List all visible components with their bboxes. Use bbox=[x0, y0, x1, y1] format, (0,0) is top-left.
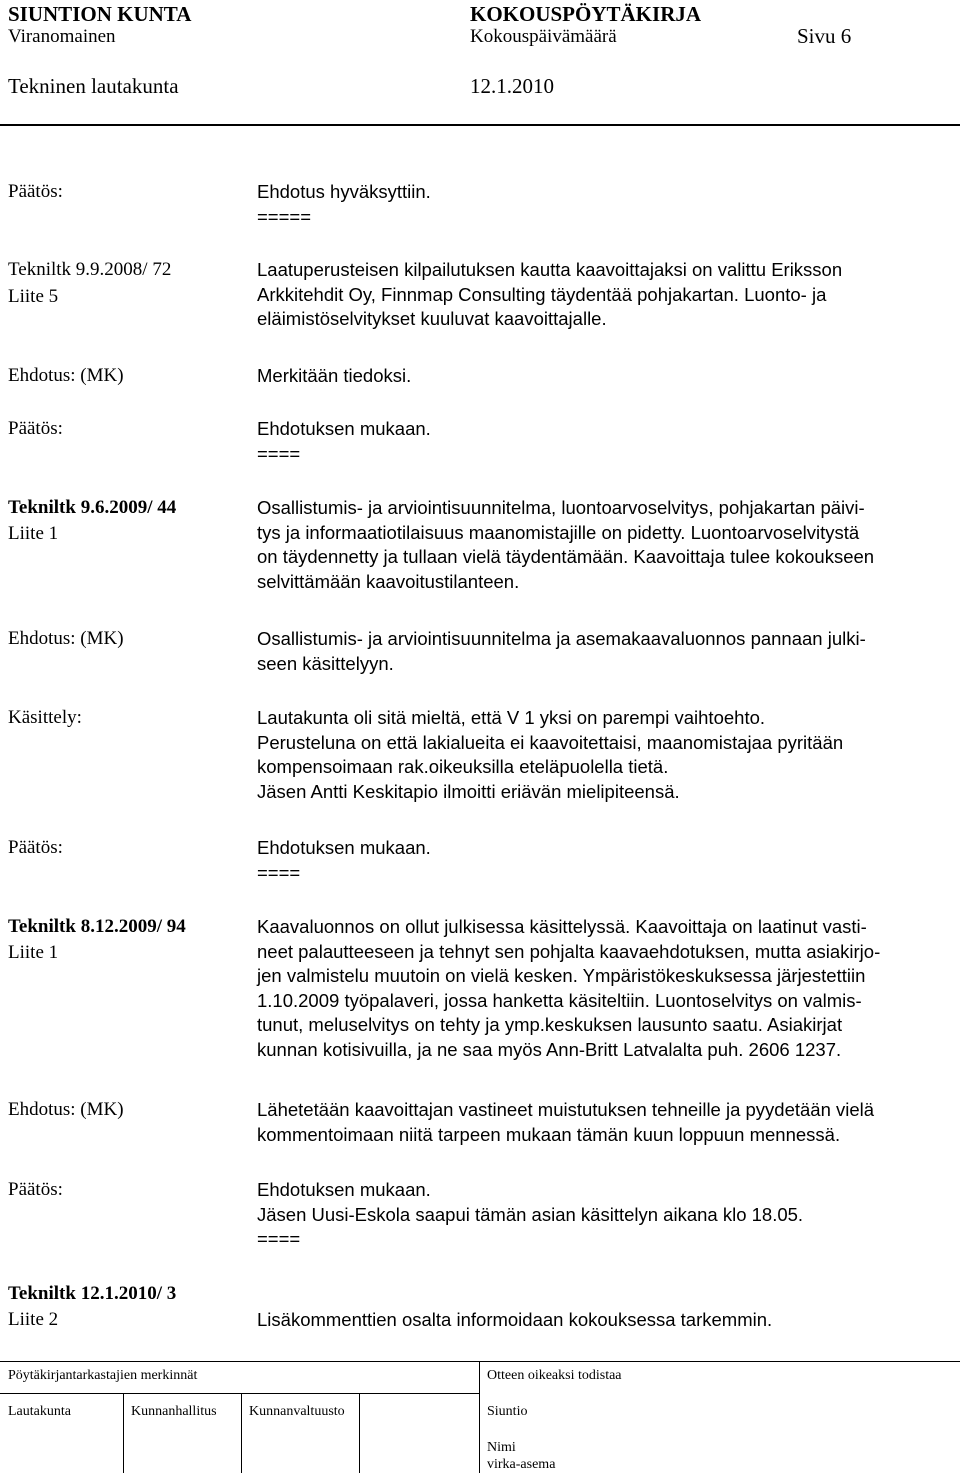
board-label: Lautakunta bbox=[8, 1404, 71, 1419]
decision-text: Ehdotuksen mukaan. ==== bbox=[257, 837, 431, 883]
authority-label: Viranomainen bbox=[8, 26, 116, 47]
decision-label: Päätös: bbox=[8, 1179, 63, 1200]
header-divider bbox=[0, 124, 960, 126]
municipality-name: SIUNTION KUNTA bbox=[8, 2, 192, 26]
attachment-label: Liite 1 bbox=[8, 942, 59, 963]
footer-col-divider bbox=[241, 1393, 242, 1473]
meeting-date: 12.1.2010 bbox=[470, 74, 554, 98]
place-label: Siuntio bbox=[487, 1404, 528, 1419]
authority-name: Tekninen lautakunta bbox=[8, 74, 179, 98]
item-description: Lisäkommenttien osalta informoidaan kokouksessa tarkemmin. bbox=[257, 1309, 773, 1330]
decision-label: Päätös: bbox=[8, 837, 63, 858]
decision-label: Päätös: bbox=[8, 181, 63, 202]
handling-text: Lautakunta oli sitä mieltä, että V 1 yksi on parempi vaihtoehto. Perusteluna on että lakialueita ei kaavoitettaisi, maanomistajaa pyritään kompensoimaan rak.oikeuksilla eteläpuolella tietä. Jäsen Antti Keskitapio ilmoitti eriävän mielipiteensä. bbox=[257, 707, 844, 802]
attachment-label: Liite 2 bbox=[8, 1309, 59, 1330]
certified-copy-label: Otteen oikeaksi todistaa bbox=[487, 1368, 622, 1383]
item-reference: Tekniltk 9.9.2008/ 72 bbox=[8, 259, 172, 280]
handling-label: Käsittely: bbox=[8, 707, 82, 728]
footer-vertical-divider bbox=[479, 1361, 480, 1473]
footer-col-divider bbox=[123, 1393, 124, 1473]
footer-mid-rule bbox=[0, 1393, 479, 1394]
name-label: Nimi bbox=[487, 1440, 516, 1455]
page-number: Sivu 6 bbox=[797, 24, 852, 48]
document-type: KOKOUSPÖYTÄKIRJA bbox=[470, 2, 702, 26]
item-reference: Tekniltk 8.12.2009/ 94 bbox=[8, 916, 186, 937]
footer-top-rule bbox=[0, 1361, 960, 1362]
item-description: Laatuperusteisen kilpailutuksen kautta kaavoittajaksi on valittu Eriksson Arkkitehdit Oy, Finnmap Consulting täydentää pohjakartan. Luonto- ja eläimistöselvitykset kuuluvat kaavoittajalle. bbox=[257, 259, 843, 329]
proposal-label: Ehdotus: (MK) bbox=[8, 365, 124, 386]
decision-text: Ehdotuksen mukaan. ==== bbox=[257, 418, 431, 464]
municipal-council-label: Kunnanvaltuusto bbox=[249, 1404, 345, 1419]
proposal-text: Merkitään tiedoksi. bbox=[257, 365, 412, 386]
item-reference: Tekniltk 9.6.2009/ 44 bbox=[8, 497, 177, 518]
attachment-label: Liite 5 bbox=[8, 286, 59, 307]
proposal-text: Osallistumis- ja arviointisuunnitelma ja asemakaavaluonnos pannaan julki- seen käsittelyyn. bbox=[257, 628, 866, 674]
item-reference: Tekniltk 12.1.2010/ 3 bbox=[8, 1283, 177, 1304]
footer-col-divider bbox=[359, 1393, 360, 1473]
item-description: Kaavaluonnos on ollut julkisessa käsittelyssä. Kaavoittaja on laatinut vasti- neet palautteeseen ja tehnyt sen pohjalta kaavaehdotuksen, mutta asiakirjo- jen valmistelu muutoin on vielä kesken. Ympäristökeskuksessa järjestettiin 1.10.2009 työpalaveri, jossa hanketta käsiteltiin. Luontoselvitys on valmis- tunut, meluselvitys on tehty ja ymp.keskuksen lausunto saatu. Asiakirjat kunnan kotisivuilla, ja ne saa myös Ann-Britt Latvalalta puh. 2606 1237. bbox=[257, 916, 881, 1060]
decision-label: Päätös: bbox=[8, 418, 63, 439]
decision-text: Ehdotuksen mukaan. Jäsen Uusi-Eskola saapui tämän asian käsittelyn aikana klo 18.05. ==== bbox=[257, 1179, 804, 1249]
proposal-text: Lähetetään kaavoittajan vastineet muistutuksen tehneille ja pyydetään vielä kommentoimaan niitä tarpeen mukaan tämän kuun loppuun mennessä. bbox=[257, 1099, 875, 1145]
attachment-label: Liite 1 bbox=[8, 523, 59, 544]
reviewer-marks-label: Pöytäkirjantarkastajien merkinnät bbox=[8, 1368, 198, 1383]
municipal-board-label: Kunnanhallitus bbox=[131, 1404, 217, 1419]
meeting-date-label: Kokouspäivämäärä bbox=[470, 26, 617, 47]
proposal-label: Ehdotus: (MK) bbox=[8, 1099, 124, 1120]
item-description: Osallistumis- ja arviointisuunnitelma, luontoarvoselvitys, pohjakartan päivi- tys ja informaatiotilaisuus maanomistajille on pidetty. Luontoarvoselvitystä on täydennetty ja tullaan vielä täydentämään. Kaavoittaja tulee kokoukseen selvittämään kaavoitustilanteen. bbox=[257, 497, 875, 592]
title-label: virka-asema bbox=[487, 1457, 556, 1472]
decision-text: Ehdotus hyväksyttiin. ===== bbox=[257, 181, 431, 227]
proposal-label: Ehdotus: (MK) bbox=[8, 628, 124, 649]
